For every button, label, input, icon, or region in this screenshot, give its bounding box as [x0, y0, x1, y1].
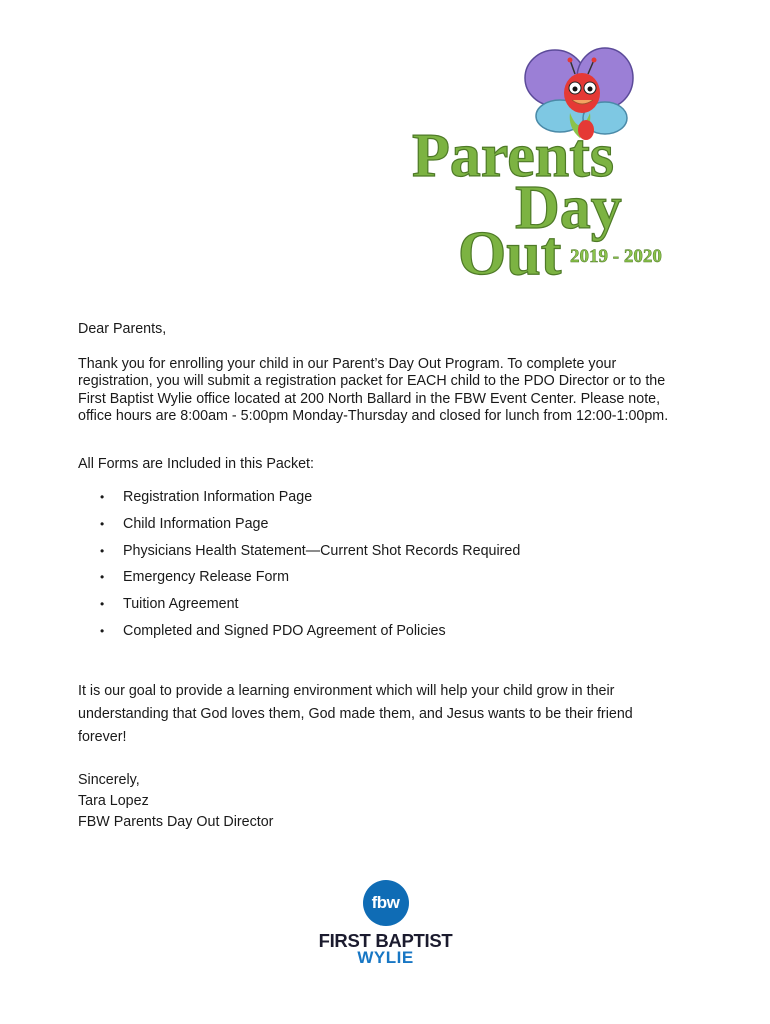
form-item-label: Registration Information Page	[123, 489, 313, 505]
signature-block	[78, 770, 678, 833]
signer-name: Tara Lopez	[78, 792, 149, 809]
form-item-label: Physicians Health Statement—Current Shot Records Required	[123, 542, 521, 559]
logo-graphic	[410, 38, 680, 278]
first-baptist-wylie-logo	[303, 880, 468, 970]
closing-line: Sincerely,	[78, 771, 140, 788]
letter-body	[78, 321, 678, 833]
list-item	[78, 489, 678, 516]
intro-paragraph: Thank you for enrolling your child in our Parent’s Day Out Program. To complete your registration, you will submit a registration packet for EACH child to the PDO Director or to the First Baptist Wylie office located at 200 North Ballard in the FBW Event Center. Please note, office hours are 8:00am - 5:00pm Monday-Thursday and closed for lunch from 12:00-1:00pm.	[78, 355, 669, 424]
fbw-sub: WYLIE	[357, 948, 414, 967]
list-item	[78, 623, 678, 650]
bullet-icon: •	[100, 623, 105, 638]
list-item	[78, 569, 678, 596]
signer-title: FBW Parents Day Out Director	[78, 813, 274, 830]
form-item-label: Emergency Release Form	[123, 569, 290, 586]
bullet-icon: •	[100, 516, 105, 531]
list-item	[78, 543, 678, 570]
form-item-label: Completed and Signed PDO Agreement of Policies	[123, 622, 446, 639]
salutation: Dear Parents,	[78, 321, 167, 337]
list-item	[78, 516, 678, 543]
fbw-name: FIRST BAPTIST	[318, 930, 453, 951]
goal-paragraph: It is our goal to provide a learning environment which will help your child grow in their understanding that God loves them, God made them, and Jesus wants to be their friend forever!	[78, 682, 633, 745]
form-item-label: Tuition Agreement	[123, 596, 239, 613]
logo-line1: Parents	[412, 122, 615, 190]
bullet-icon: •	[100, 570, 105, 585]
parents-day-out-logo	[410, 38, 680, 278]
logo-line2: Day	[515, 174, 622, 242]
fbw-circle-icon: fbw	[363, 880, 409, 926]
logo-line3: Out	[458, 220, 562, 278]
forms-heading: All Forms are Included in this Packet:	[78, 455, 314, 472]
form-item-label: Child Information Page	[123, 515, 269, 532]
logo-year: 2019 - 2020	[570, 246, 662, 267]
list-item	[78, 596, 678, 623]
bullet-icon: •	[100, 543, 105, 558]
bullet-icon: •	[100, 597, 105, 612]
bullet-icon: •	[100, 490, 105, 504]
forms-list	[78, 489, 678, 650]
